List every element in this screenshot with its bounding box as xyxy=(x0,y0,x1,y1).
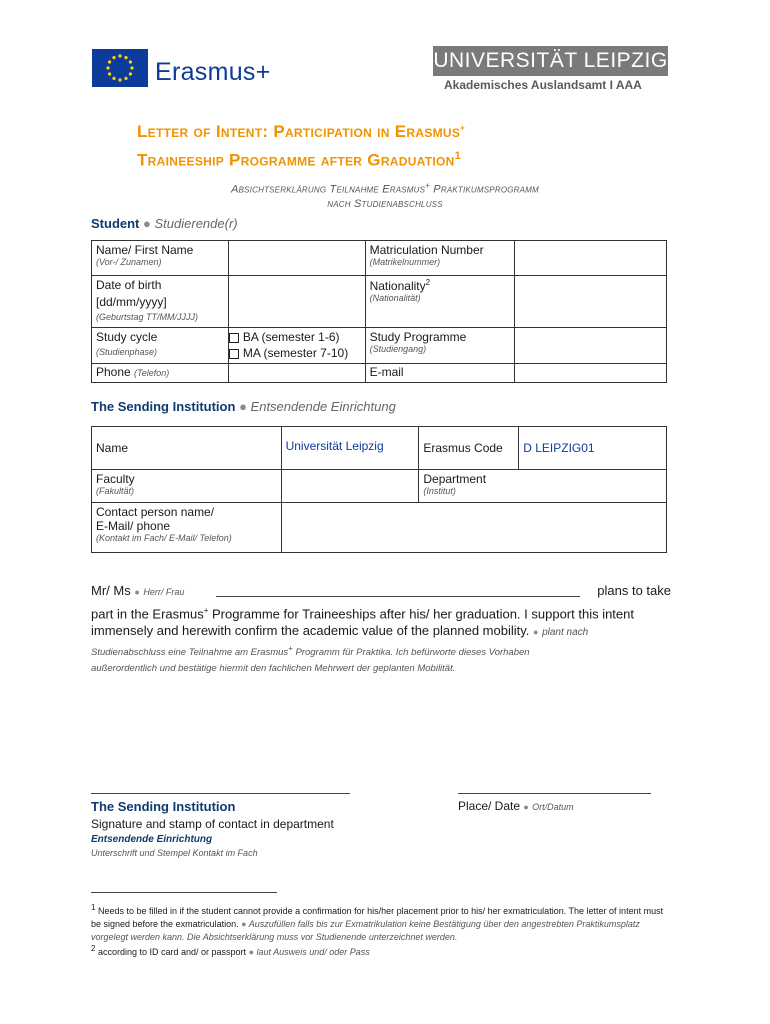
dob-input[interactable] xyxy=(228,276,365,328)
faculty-input[interactable] xyxy=(281,470,419,503)
dob-label-cell: Date of birth [dd/mm/yyyy] (Geburtstag TT/MM/JJJJ) xyxy=(92,276,229,328)
footnote-1: $^1$ Needs to be filled in if the student cannot provide a confirmation for his/her placement prior to his/ her exmatriculation. The letter of intent must be signed before the exmatriculation. ● Auszufüllen falls bis zur Exmatrikulation keine Bestätigung über den angestrebten Praktikumsplatz vorgelegt werden kann. Die Absichtserklärung muss vor Studienende unterzeichnet werden. xyxy=(91,903,664,942)
name-input[interactable] xyxy=(228,241,365,276)
name-blank-line[interactable] xyxy=(216,596,580,597)
faculty-label-cell: Faculty (Fakultät) xyxy=(92,470,282,503)
signature-line-left[interactable] xyxy=(91,793,350,794)
inst-name-value[interactable]: Universität Leipzig xyxy=(281,427,419,470)
sig-text: Signature and stamp of contact in department xyxy=(91,817,334,831)
nationality-label-cell: Nationality$^2$ (Nationalität) xyxy=(365,276,515,328)
ma-checkbox[interactable]: MA (semester 7-10) xyxy=(229,346,361,360)
code-label-cell: Erasmus Code xyxy=(419,427,519,470)
ba-checkbox[interactable]: BA (semester 1-6) xyxy=(229,330,361,344)
code-value[interactable]: D LEIPZIG01 xyxy=(519,427,667,470)
sending-heading: The Sending Institution ● Entsendende Einrichtung xyxy=(91,399,396,414)
statement-line-2: part in the Erasmus+ Programme for Traineeships after his/ her graduation. I support this intent xyxy=(91,606,634,622)
student-heading: Student ● Studierende(r) xyxy=(91,216,238,231)
statement-line-3: immensely and herewith confirm the academic value of the planned mobility. ● plant nach xyxy=(91,623,589,638)
sig-heading-de: Entsendende Einrichtung xyxy=(91,834,213,845)
sig-text-de: Unterschrift und Stempel Kontakt im Fach xyxy=(91,848,258,858)
erasmus-plus-logo: Erasmus+ xyxy=(155,58,271,86)
department-cell[interactable]: Department (Institut) xyxy=(419,470,667,503)
subtitle-line-2: nach Studienabschluss xyxy=(327,198,443,210)
subtitle-line-1: Absichtserklärung Teilnahme Erasmus+ Praktikumsprogramm xyxy=(231,181,539,196)
matric-input[interactable] xyxy=(515,241,667,276)
email-input[interactable] xyxy=(515,364,667,383)
cycle-options xyxy=(228,328,365,364)
matric-label-cell: Matriculation Number (Matrikelnummer) xyxy=(365,241,515,276)
place-date-label: Place/ Date ● Ort/Datum xyxy=(458,799,574,813)
programme-label-cell: Study Programme (Studiengang) xyxy=(365,328,515,364)
footnote-2: $^2$ according to ID card and/ or passport ● laut Ausweis und/ oder Pass xyxy=(91,944,370,957)
statement-german: Studienabschluss eine Teilnahme am Erasmus+ Programm für Praktika. Ich befürworte dieses Vorhaben außerordentlich und bestätige hiermit den fachlichen Mehrwert der geplanten Mobilität. xyxy=(91,644,530,675)
office-name: Akademisches Auslandsamt I AAA xyxy=(444,78,642,92)
contact-input[interactable] xyxy=(281,503,666,553)
title-line-2: Traineeship Programme after Graduation$^1$ xyxy=(137,150,462,170)
eu-flag-logo xyxy=(92,49,148,87)
sig-heading: The Sending Institution xyxy=(91,799,236,814)
title-line-1: Letter of Intent: Participation in Erasmus+ xyxy=(137,122,466,141)
student-table xyxy=(91,240,667,383)
phone-label-cell: Phone (Telefon) xyxy=(92,364,229,383)
email-label-cell: E-mail xyxy=(365,364,515,383)
sending-table xyxy=(91,426,667,553)
name-label-cell: Name/ First Name (Vor-/ Zunamen) xyxy=(92,241,229,276)
phone-input[interactable] xyxy=(228,364,365,383)
programme-input[interactable] xyxy=(515,328,667,364)
inst-name-label-cell: Name xyxy=(92,427,282,470)
statement-line-1: Mr/ Ms ● Herr/ Frau plans to take xyxy=(91,583,671,598)
nationality-input[interactable] xyxy=(515,276,667,328)
university-logo: UNIVERSITÄT LEIPZIG xyxy=(433,46,668,76)
cycle-label-cell: Study cycle (Studienphase) xyxy=(92,328,229,364)
signature-line-right[interactable] xyxy=(458,793,651,794)
contact-label-cell: Contact person name/ E-Mail/ phone (Kontakt im Fach/ E-Mail/ Telefon) xyxy=(92,503,282,553)
footnote-divider xyxy=(91,892,277,893)
